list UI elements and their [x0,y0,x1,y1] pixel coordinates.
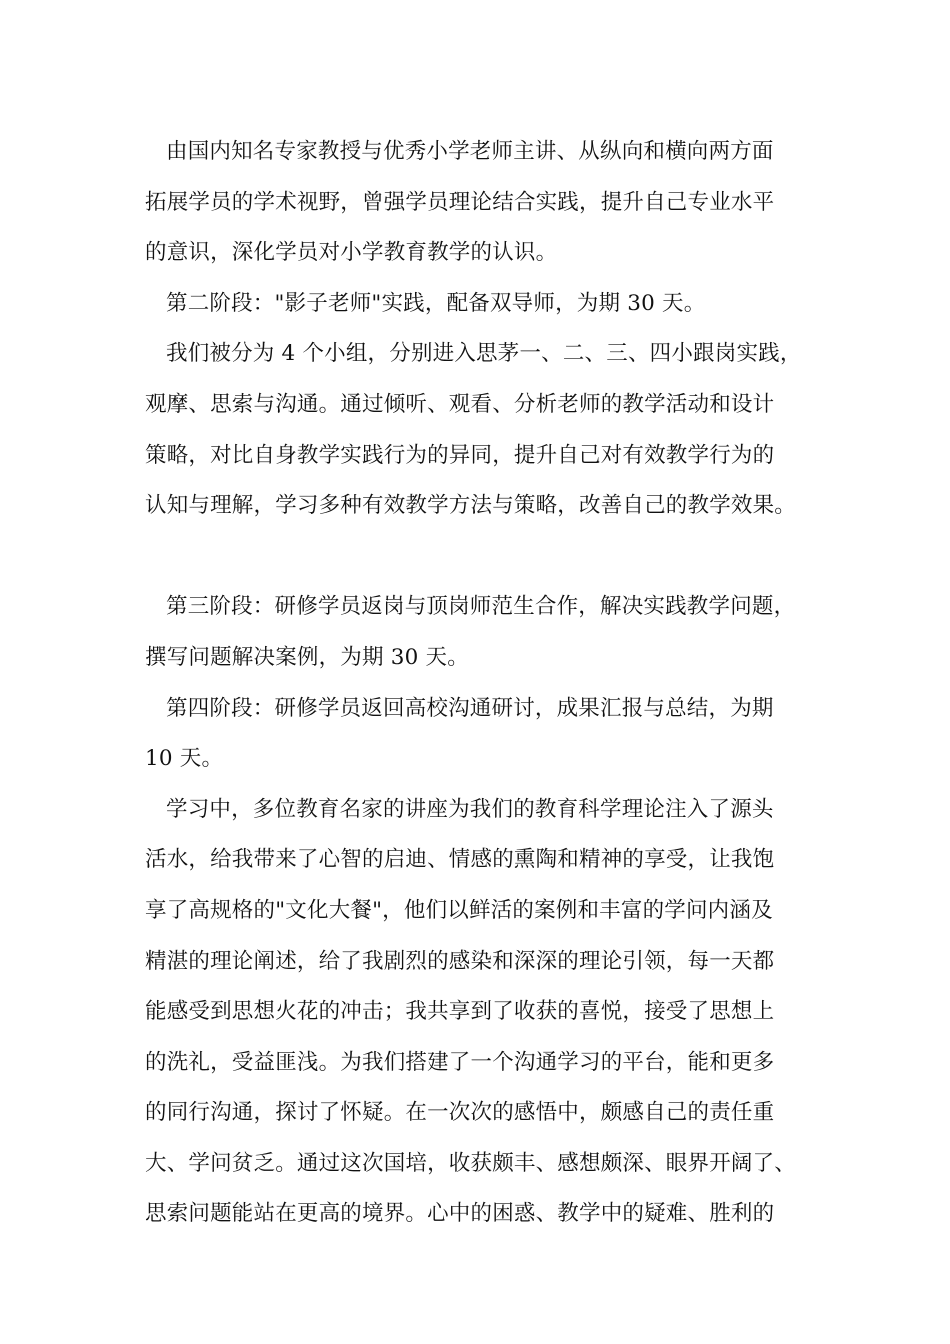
text-line: 我们被分为 4 个小组，分别进入思茅一、二、三、四小跟岗实践， [166,341,802,367]
text-line: 由国内知名专家教授与优秀小学老师主讲、从纵向和横向两方面 [166,139,774,164]
text-line: 第三阶段：研修学员返岗与顶岗师范生合作，解决实践教学问题， [166,594,796,620]
text-line: 享了高规格的"文化大餐"，他们以鲜活的案例和丰富的学问内涵及 [145,897,773,923]
text-line: 10 天。 [145,746,224,772]
text-line: 的洗礼，受益匪浅。为我们搭建了一个沟通学习的平台，能和更多 [145,1049,775,1075]
blank-line [145,539,825,590]
text-line: 认知与理解，学习多种有效教学方法与策略，改善自己的教学效果。 [145,493,797,519]
text-line: 精湛的理论阐述，给了我剧烈的感染和深深的理论引领，每一天都 [145,948,775,974]
text-line: 第四阶段：研修学员返回高校沟通研讨，成果汇报与总结，为期 [166,695,774,721]
text-line: 第二阶段："影子老师"实践，配备双导师，为期 30 天。 [166,290,706,316]
text-line: 撰写问题解决案例，为期 30 天。 [145,644,469,670]
body-text [145,134,825,1247]
text-line: 拓展学员的学术视野，曾强学员理论结合实践，提升自己专业水平 [145,189,775,215]
text-line: 能感受到思想火花的冲击；我共享到了收获的喜悦，接受了思想上 [145,999,775,1025]
text-line: 思索问题能站在更高的境界。心中的困惑、教学中的疑难、胜利的 [145,1201,775,1227]
text-line: 活水，给我带来了心智的启迪、情感的熏陶和精神的享受，让我饱 [145,847,775,873]
text-line: 的意识，深化学员对小学教育教学的认识。 [145,240,558,266]
text-line: 策略，对比自身教学实践行为的异同，提升自己对有效教学行为的 [145,442,775,468]
text-line: 的同行沟通，探讨了怀疑。在一次次的感悟中，颇感自己的责任重 [145,1100,775,1126]
text-line: 大、学问贫乏。通过这次国培，收获颇丰、感想颇深、眼界开阔了、 [145,1150,797,1176]
text-line: 学习中，多位教育名家的讲座为我们的教育科学理论注入了源头 [166,796,774,822]
text-line: 观摩、思索与沟通。通过倾听、观看、分析老师的教学活动和设计 [145,391,775,417]
